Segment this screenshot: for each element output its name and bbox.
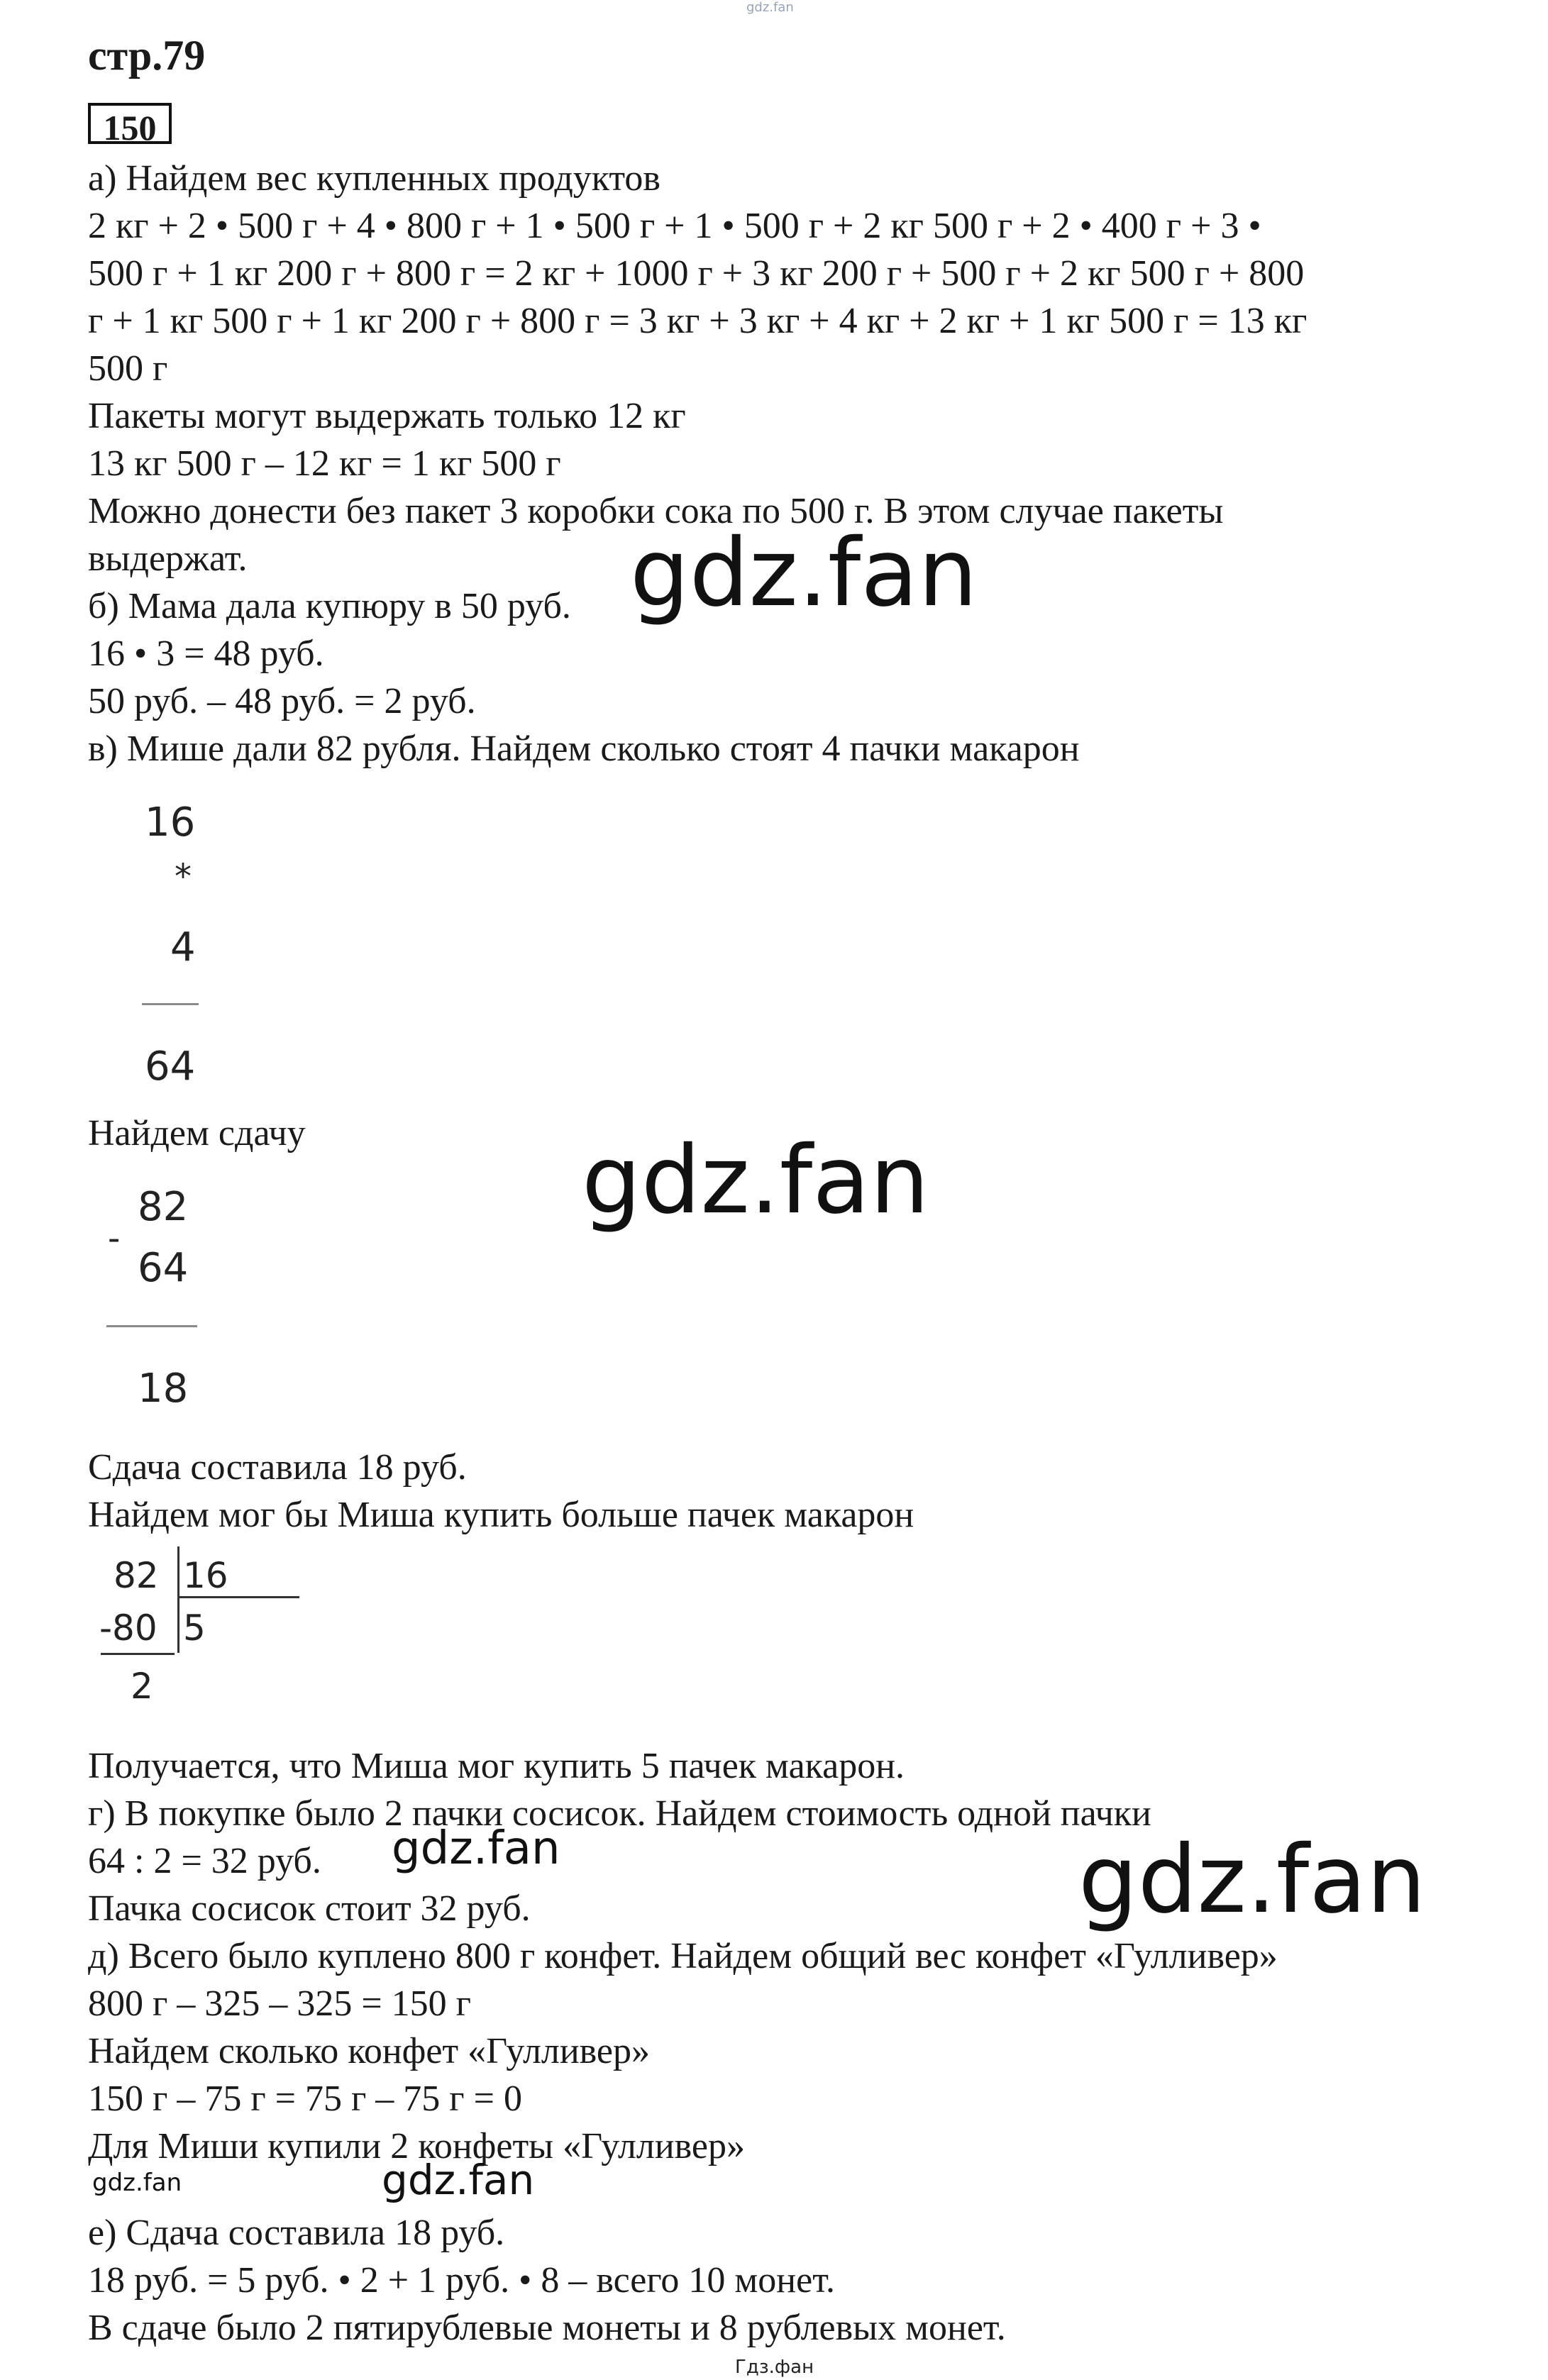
line-b-multiply: 16 • 3 = 48 руб. <box>88 633 324 674</box>
line-d-calc: 800 г – 325 – 325 = 150 г <box>88 1983 471 2024</box>
line-a-expression-2: 500 г + 1 кг 200 г + 800 г = 2 кг + 1000 г + 3 кг 200 г + 500 г + 2 кг 500 г + 800 <box>88 253 1305 294</box>
div-vertical-line <box>177 1546 179 1653</box>
line-c-change-result: Сдача составила 18 руб. <box>88 1447 467 1488</box>
sub-divider-line <box>106 1325 197 1327</box>
watermark-medium-1: gdz.fan <box>392 1822 560 1875</box>
div-subtrahend: -80 <box>99 1607 157 1649</box>
top-watermark: gdz.fan <box>746 0 794 15</box>
line-d-find-count: Найдем сколько конфет «Гулливер» <box>88 2031 651 2071</box>
line-c-more-packs: Найдем мог бы Миша купить больше пачек макарон <box>88 1495 914 1535</box>
line-a-conclusion-1: Можно донести без пакет 3 коробки сока по 500 г. В этом случае пакеты <box>88 491 1224 531</box>
line-a-bags-limit: Пакеты могут выдержать только 12 кг <box>88 396 686 436</box>
div-quotient: 5 <box>183 1607 206 1649</box>
div-underline <box>101 1653 175 1655</box>
line-a-expression-1: 2 кг + 2 • 500 г + 4 • 800 г + 1 • 500 г + 1 • 500 г + 2 кг 500 г + 2 • 400 г + 3 • <box>88 206 1261 246</box>
line-e-calc: 18 руб. = 5 руб. • 2 + 1 руб. • 8 – всего 10 монет. <box>88 2260 836 2301</box>
line-a-conclusion-2: выдержат. <box>88 538 248 579</box>
line-c-conclusion: Получается, что Миша мог купить 5 пачек макарон. <box>88 1746 905 1786</box>
div-remainder: 2 <box>131 1666 153 1707</box>
sub-operator: - <box>108 1219 121 1258</box>
line-d-count-calc: 150 г – 75 г = 75 г – 75 г = 0 <box>88 2079 522 2119</box>
page-reference: стр.79 <box>88 32 206 79</box>
mult-result: 64 <box>145 1044 196 1090</box>
line-e-heading: е) Сдача составила 18 руб. <box>88 2213 505 2253</box>
line-a-heading: а) Найдем вес купленных продуктов <box>88 158 660 199</box>
line-d-result: Для Миши купили 2 конфеты «Гулливер» <box>88 2126 745 2166</box>
line-c-find-change: Найдем сдачу <box>88 1113 306 1153</box>
line-g-heading: г) В покупке было 2 пачки сосисок. Найдем стоимость одной пачки <box>88 1793 1151 1834</box>
task-number: 150 <box>103 108 157 148</box>
mult-operand-a: 16 <box>145 799 196 846</box>
div-dividend: 82 <box>114 1555 159 1596</box>
line-c-heading: в) Мише дали 82 рубля. Найдем сколько стоят 4 пачки макарон <box>88 729 1080 769</box>
line-a-expression-3: г + 1 кг 500 г + 1 кг 200 г + 800 г = 3 кг + 3 кг + 4 кг + 2 кг + 1 кг 500 г = 13 кг <box>88 301 1307 341</box>
mult-divider-line <box>142 1003 199 1005</box>
sub-minuend: 82 <box>138 1184 189 1230</box>
watermark-large-1: gdz.fan <box>630 519 978 628</box>
footer-label: Гдз.фан <box>735 2357 814 2378</box>
sub-result: 18 <box>138 1366 189 1412</box>
sub-subtrahend: 64 <box>138 1245 189 1291</box>
watermark-large-3: gdz.fan <box>1078 1825 1426 1935</box>
mult-operator: * <box>175 857 192 897</box>
mult-operand-b: 4 <box>170 924 196 970</box>
div-horizontal-line <box>177 1596 299 1598</box>
line-g-result: Пачка сосисок стоит 32 руб. <box>88 1888 531 1929</box>
div-divisor: 16 <box>183 1555 228 1596</box>
line-e-result: В сдаче было 2 пятирублевые монеты и 8 рублевых монет. <box>88 2308 1006 2348</box>
line-g-calc: 64 : 2 = 32 руб. <box>88 1841 321 1881</box>
task-number-box <box>88 103 172 148</box>
watermark-small-1: gdz.fan <box>92 2169 182 2197</box>
line-b-change: 50 руб. – 48 руб. = 2 руб. <box>88 681 476 721</box>
watermark-medium-2: gdz.fan <box>382 2156 535 2204</box>
watermark-large-2: gdz.fan <box>582 1126 929 1235</box>
line-b-heading: б) Мама дала купюру в 50 руб. <box>88 586 571 626</box>
line-d-heading: д) Всего было куплено 800 г конфет. Найдем общий вес конфет «Гулливер» <box>88 1936 1278 1976</box>
line-a-difference: 13 кг 500 г – 12 кг = 1 кг 500 г <box>88 443 561 484</box>
line-a-expression-4: 500 г <box>88 348 168 389</box>
